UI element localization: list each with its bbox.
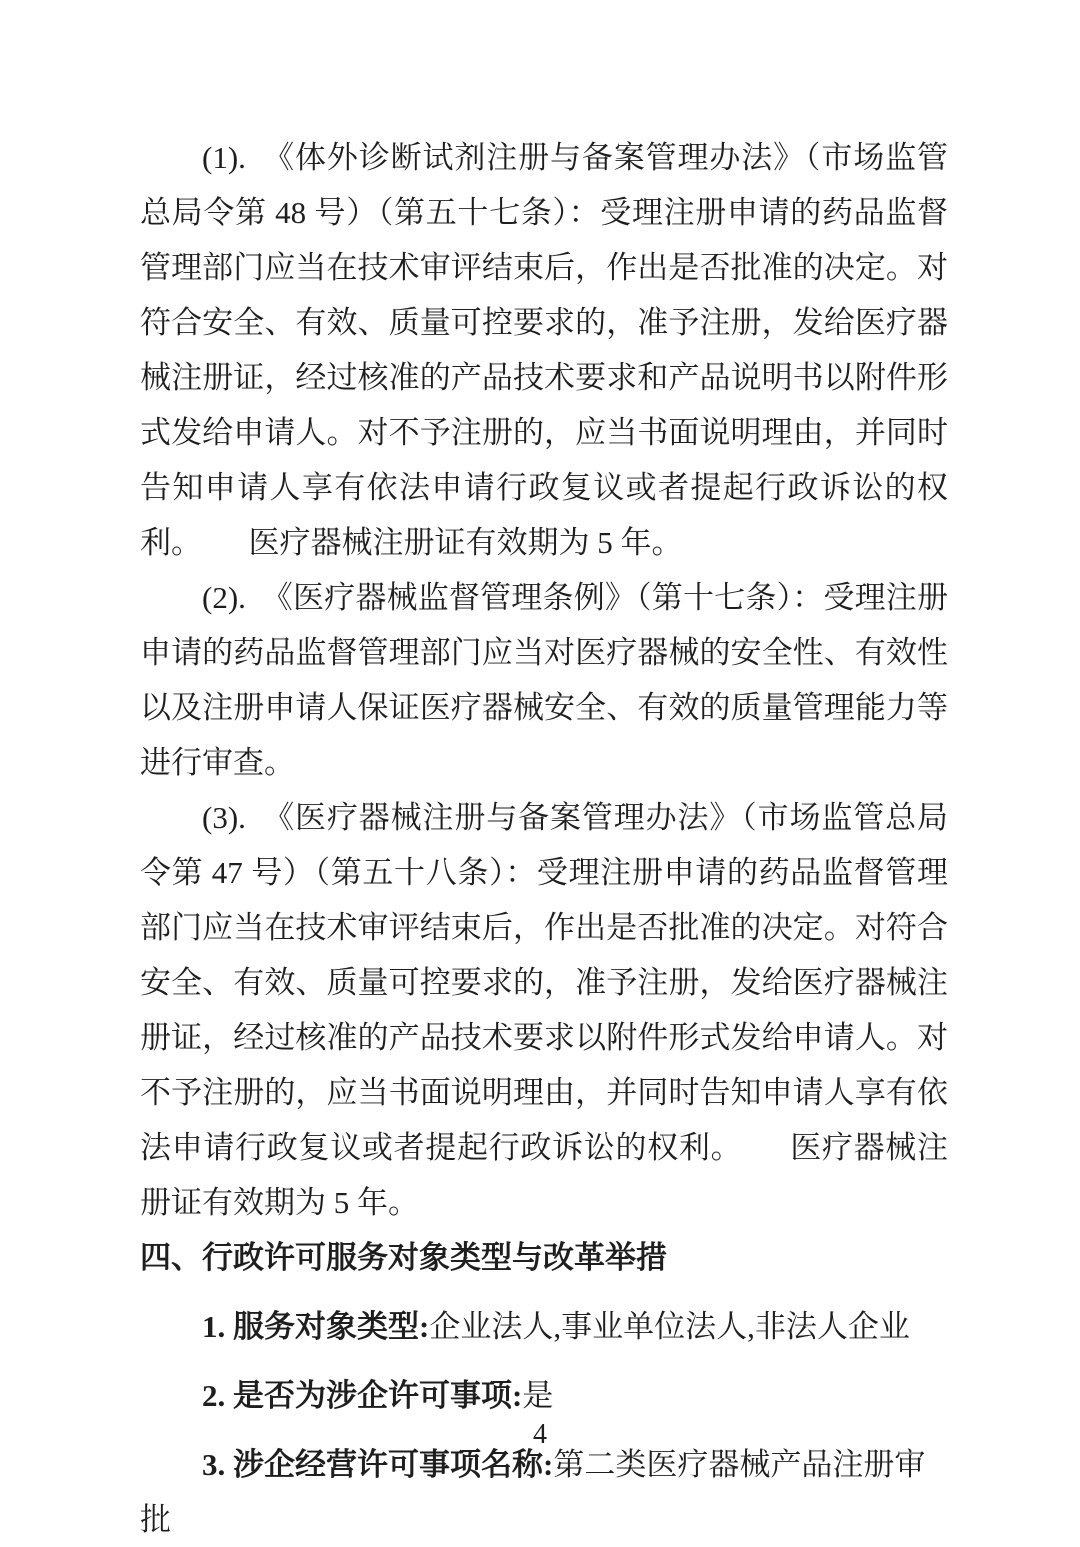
page-number: 4 [533,1419,547,1450]
paragraph-legal-basis-1: (1). 《体外诊断试剂注册与备案管理办法》（市场监管总局令第 48 号）（第五十七条）：受理注册申请的药品监督管理部门应当在技术审评结束后，作出是否批准的决定。对符合安全、有效、质量可控要求的，准予注册，发给医疗器械注册证，经过核准的产品技术要求和产品说明书以附件形式发给申请人。对不予注册的，应当书面说明理由，并同时告知申请人享有依法申请行政复议或者提起行政诉讼的权利。 医疗器械注册证有效期为 5 年。 [140,140,948,560]
list-item-value: 第二类医疗器械产品注册审批 [140,1447,926,1537]
list-item-license-name [140,1437,948,1547]
list-item-label: 3. 涉企经营许可事项名称: [202,1447,554,1482]
list-item-service-object-type [140,1299,948,1354]
list-item-value: 企业法人,事业单位法人,非法人企业 [429,1309,910,1344]
paragraph-legal-basis-3: (3). 《医疗器械注册与备案管理办法》（市场监管总局令第 47 号）（第五十八条）：受理注册申请的药品监督管理部门应当在技术审评结束后，作出是否批准的决定。对符合安全、有效、质量可控要求的，准予注册，发给医疗器械注册证，经过核准的产品技术要求以附件形式发给申请人。对不予注册的，应当书面说明理由，并同时告知申请人享有依法申请行政复议或者提起行政诉讼的权利。 医疗器械注册证有效期为 5 年。 [140,800,948,1220]
paragraph-legal-basis-2: (2). 《医疗器械监督管理条例》（第十七条）：受理注册申请的药品监督管理部门应当对医疗器械的安全性、有效性以及注册申请人保证医疗器械安全、有效的质量管理能力等进行审查。 [140,580,948,780]
list-item-label: 1. 服务对象类型: [202,1309,430,1344]
list-item-label: 2. 是否为涉企许可事项: [202,1378,523,1413]
list-item-value: 是 [522,1378,554,1413]
section-heading: 四、行政许可服务对象类型与改革举措 [140,1240,667,1275]
list-item-enterprise-license [140,1368,948,1423]
